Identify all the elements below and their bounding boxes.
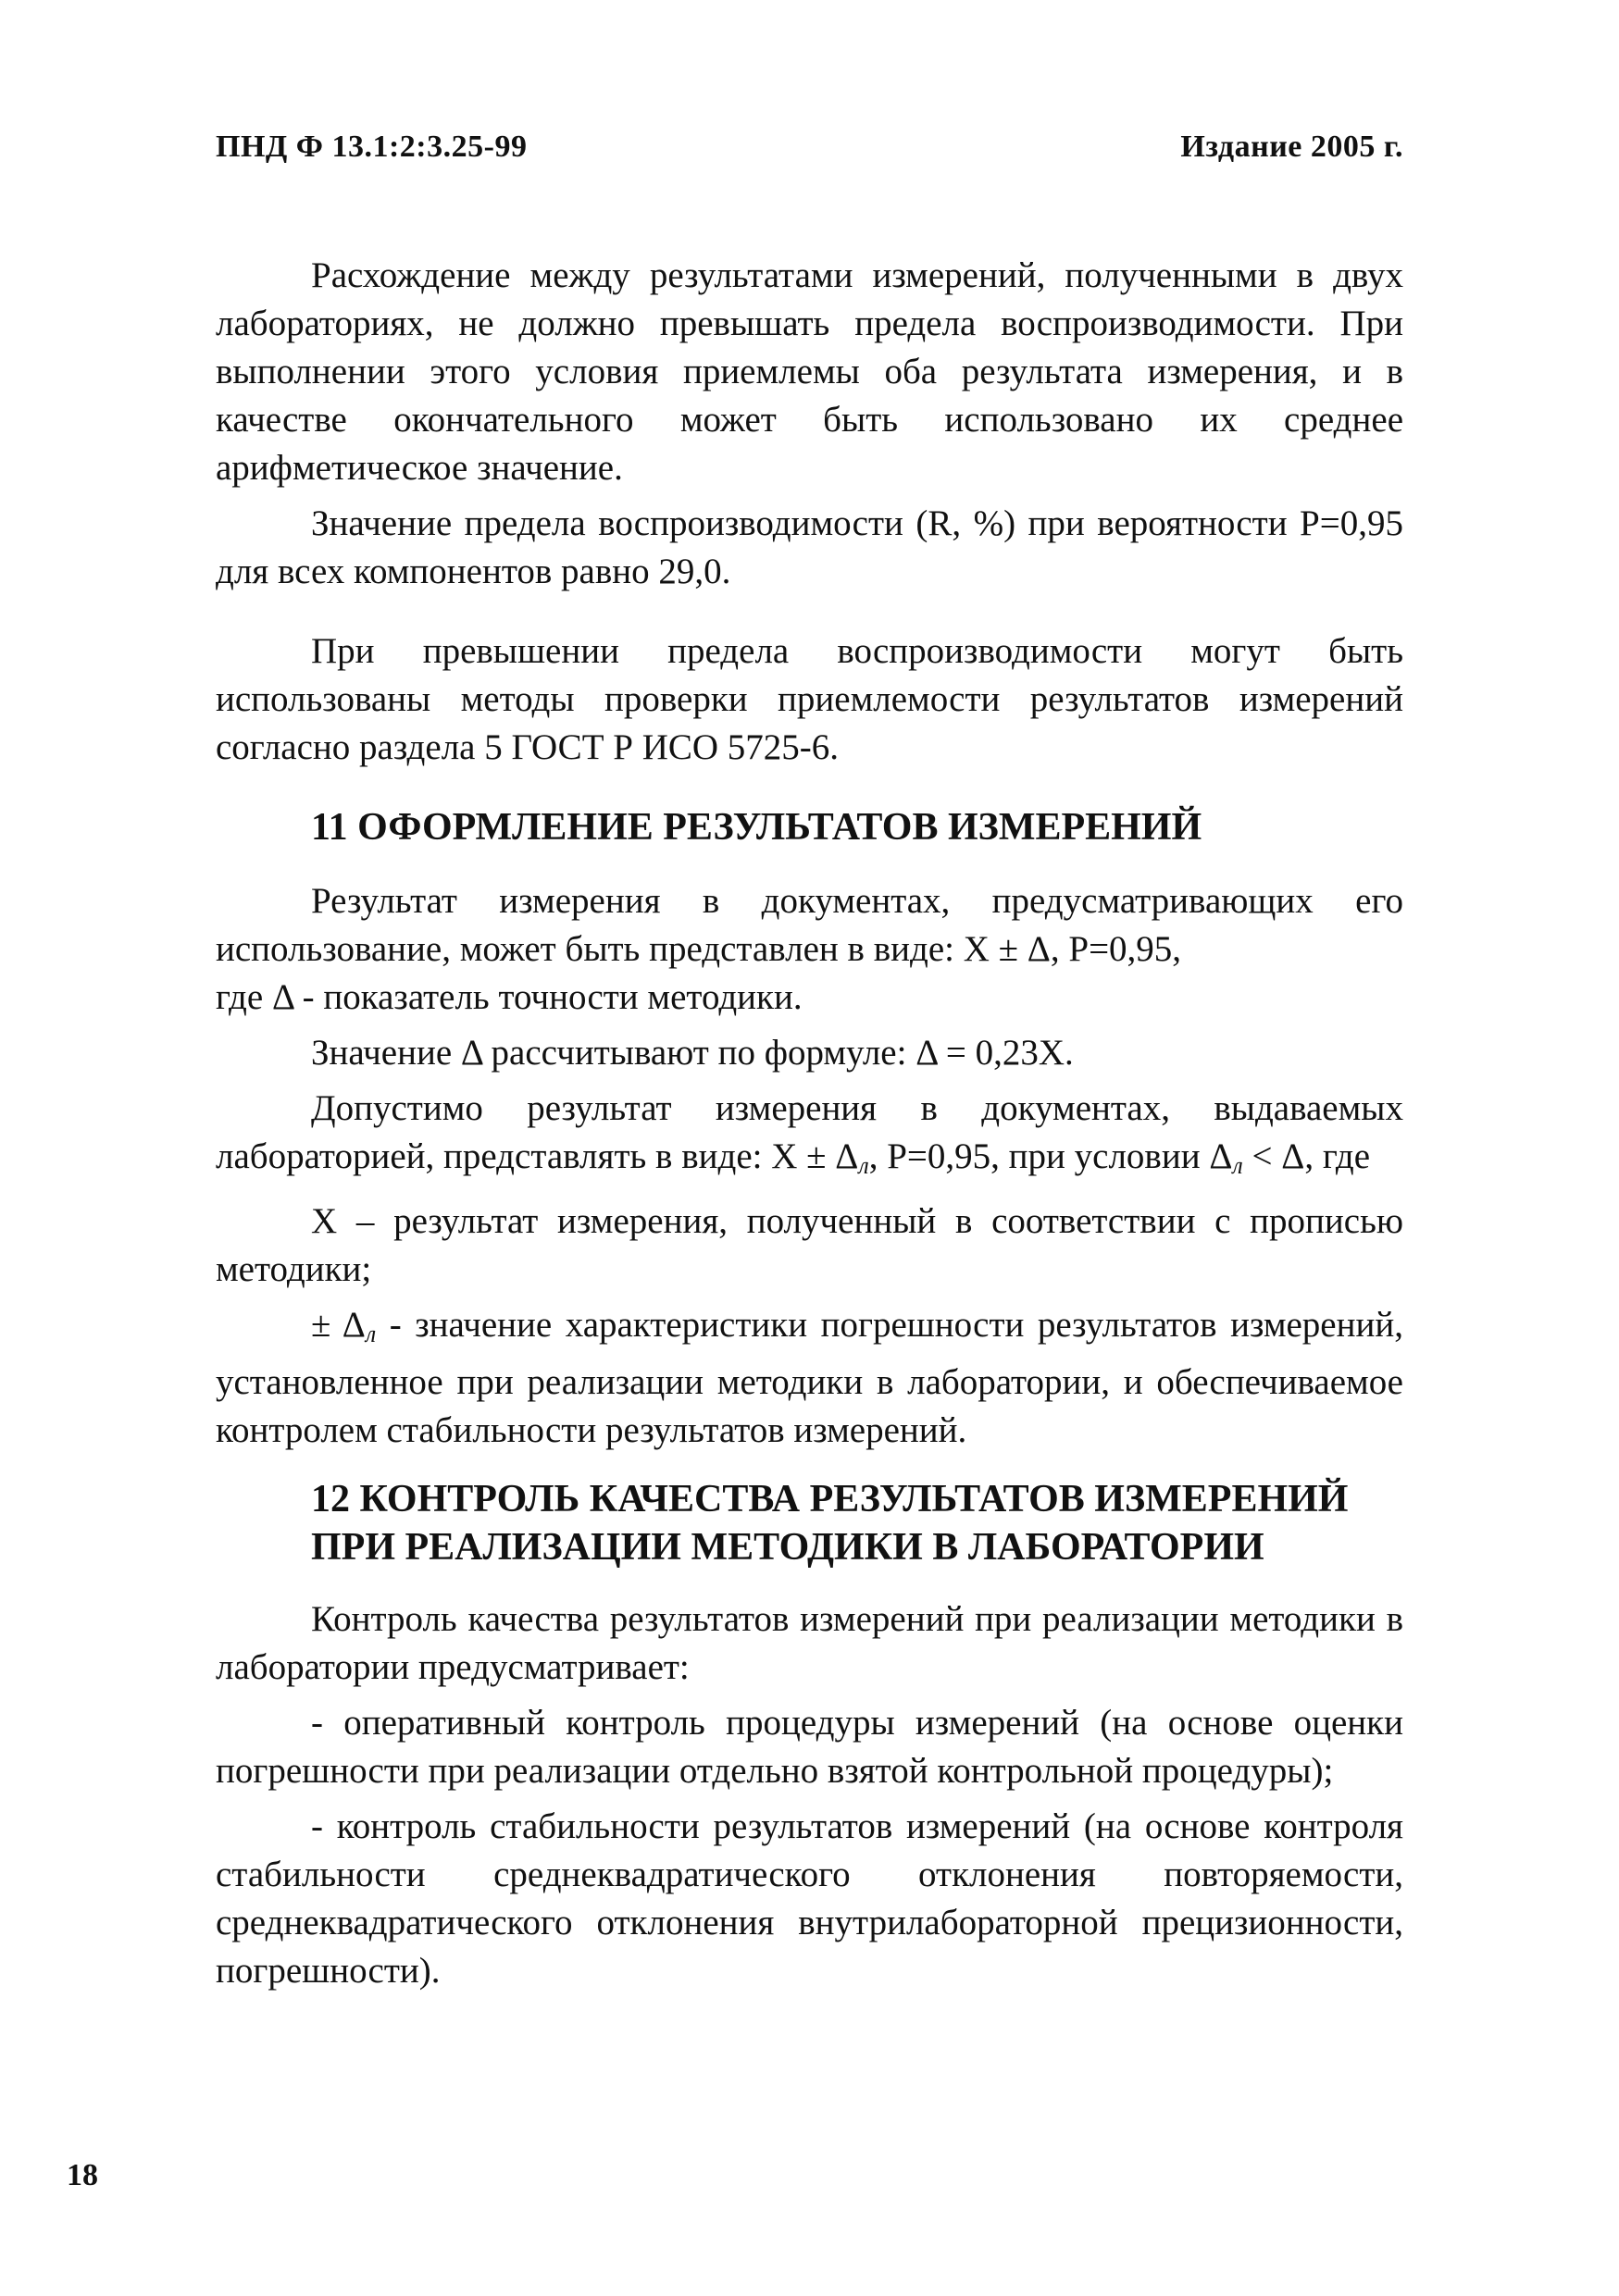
section-11-title: 11 ОФОРМЛЕНИЕ РЕЗУЛЬТАТОВ ИЗМЕРЕНИЙ xyxy=(311,806,1202,849)
paragraph-delta-definition: где Δ - показатель точности методики. xyxy=(216,977,803,1017)
paragraph-result-form: Результат измерения в документах, предусматривающих его использование, может быть представлен в виде: Х ± Δ, Р=0,95, xyxy=(216,881,1403,969)
subscript-l-1: л xyxy=(858,1152,869,1179)
list-item-stability-control: - контроль стабильности результатов измерений (на основе контроля стабильности среднеквадратического отклонения повторяемости, среднеквадратического отклонения внутрилабораторной прецизионности, погрешности). xyxy=(216,1806,1403,1991)
delta-l-symbol: ± Δ xyxy=(311,1305,366,1345)
page-body xyxy=(216,252,1403,1995)
lab-result-text-b: , Р=0,95, при условии Δ xyxy=(868,1136,1233,1176)
delta-l-text: - значение характеристики погрешности результатов измерений, установленное при реализации методики в лаборатории, и обеспечиваемое контролем стабильности результатов измерений. xyxy=(216,1305,1403,1450)
paragraph-limit-exceeded: При превышении предела воспроизводимости могут быть использованы методы проверки приемлемости результатов измерений согласно раздела 5 ГОСТ Р ИСО 5725-6. xyxy=(216,631,1403,767)
subscript-l-3: л xyxy=(365,1321,377,1347)
list-item-operational-control: - оперативный контроль процедуры измерений (на основе оценки погрешности при реализации отдельно взятой контрольной процедуры); xyxy=(216,1703,1403,1791)
paragraph-x-definition: Х – результат измерения, полученный в соответствии с прописью методики; xyxy=(216,1201,1403,1289)
section-12-title xyxy=(311,1475,1403,1571)
paragraph-delta-formula: Значение Δ рассчитывают по формуле: Δ = 0,23Х. xyxy=(311,1033,1074,1073)
paragraph-quality-control-intro: Контроль качества результатов измерений при реализации методики в лаборатории предусматривает: xyxy=(216,1599,1403,1687)
section-12-title-line2: ПРИ РЕАЛИЗАЦИИ МЕТОДИКИ В ЛАБОРАТОРИИ xyxy=(311,1526,1264,1569)
document-code: ПНД Ф 13.1:2:3.25-99 xyxy=(216,130,528,164)
page-number: 18 xyxy=(67,2158,98,2192)
paragraph-delta-l-definition xyxy=(216,1301,1403,1455)
subscript-l-2: л xyxy=(1232,1152,1243,1179)
section-12-title-line1: 12 КОНТРОЛЬ КАЧЕСТВА РЕЗУЛЬТАТОВ ИЗМЕРЕНИЙ xyxy=(311,1478,1349,1520)
lab-result-text-a: Допустимо результат измерения в документах, выдаваемых лабораторией, представлять в виде: Х ± Δ xyxy=(216,1088,1403,1176)
lab-result-text-c: < Δ, где xyxy=(1242,1136,1371,1176)
paragraph-lab-result-form xyxy=(216,1085,1403,1190)
paragraph-reproducibility-limit: Значение предела воспроизводимости (R, %) при вероятности Р=0,95 для всех компонентов равно 29,0. xyxy=(216,503,1403,591)
paragraph-reproducibility-discrepancy: Расхождение между результатами измерений, полученными в двух лабораториях, не должно превышать предела воспроизводимости. При выполнении этого условия приемлемы оба результата измерения, и в качестве окончательного может быть использовано их среднее арифметическое значение. xyxy=(216,255,1403,488)
edition-label: Издание 2005 г. xyxy=(1180,130,1403,164)
